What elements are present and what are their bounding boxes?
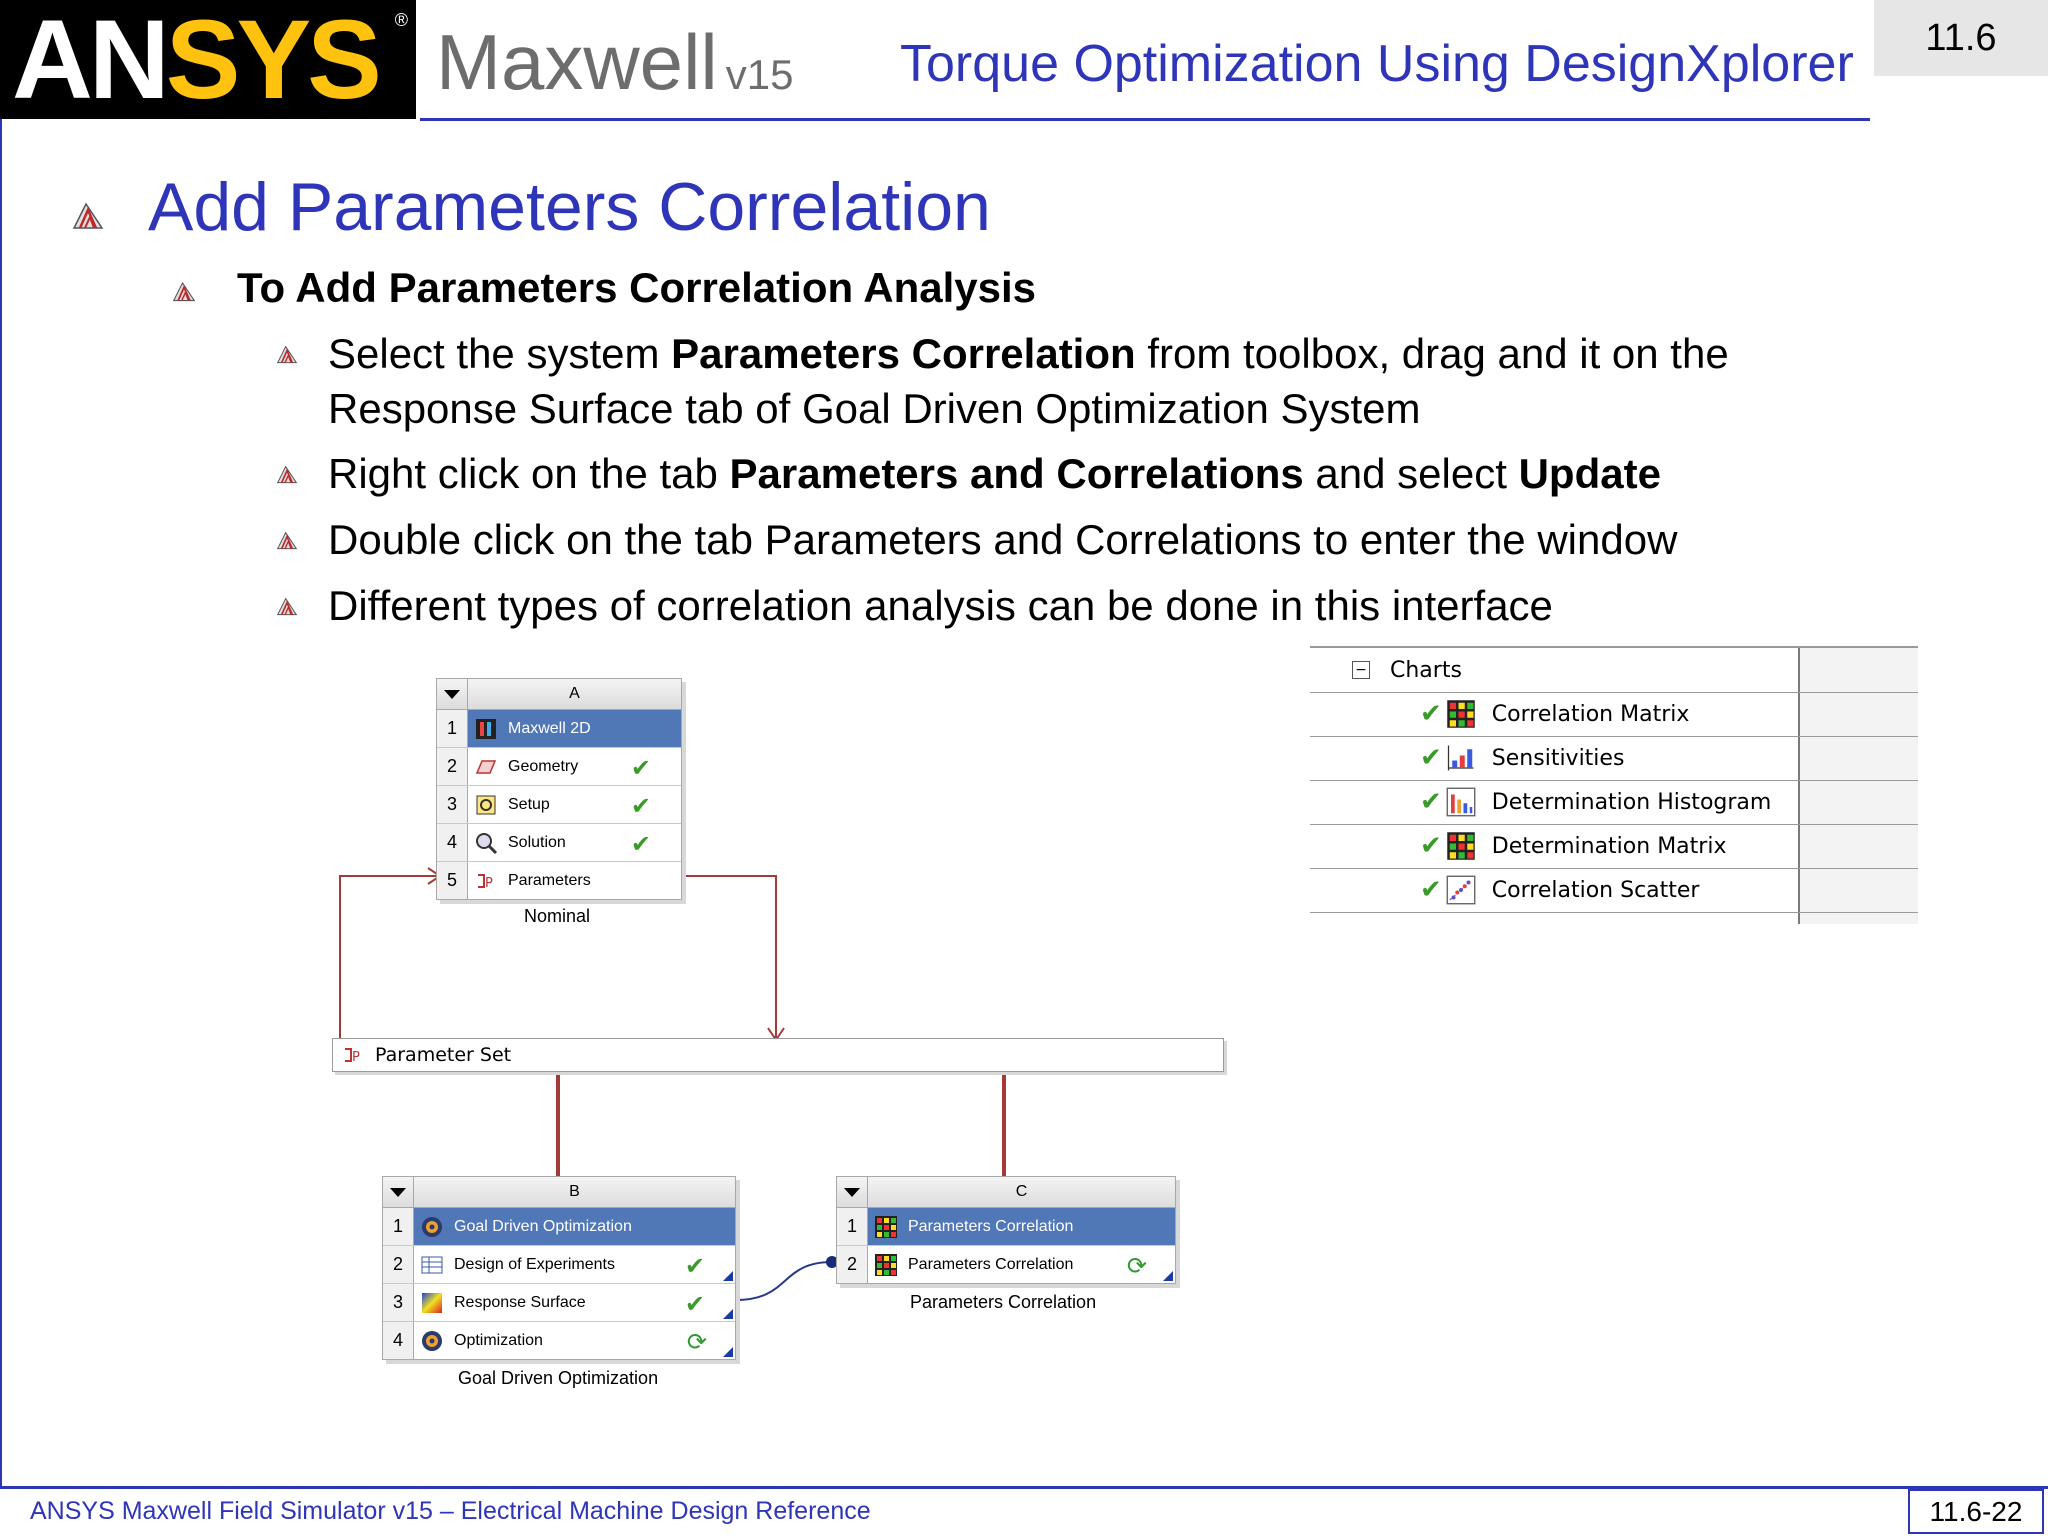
chart-item-sensitivities[interactable]: ✔ Sensitivities (1310, 736, 1918, 781)
bullet-item-1-line2: Response Surface tab of Goal Driven Optimization System (328, 385, 1421, 432)
update-required-icon: ⟳ (686, 1329, 707, 1356)
registered-mark: ® (394, 10, 408, 30)
product-name: Maxwell v15 (436, 18, 794, 106)
svg-text:P: P (485, 875, 493, 891)
corner-marker-icon (723, 1347, 733, 1357)
system-letter: A (569, 685, 580, 702)
footer-divider (0, 1486, 2048, 1489)
system-c-parameters-correlation[interactable] (836, 1176, 1176, 1284)
bullet-item-1-line1: Select the system Parameters Correlation from toolbox, drag and it on the (328, 330, 1729, 377)
system-letter: C (1015, 1183, 1028, 1200)
check-icon: ✔ (1420, 743, 1442, 773)
corner-marker-icon (723, 1271, 733, 1281)
system-a-header (437, 679, 681, 710)
system-a-caption[interactable]: Nominal (524, 906, 591, 926)
histogram-icon (1446, 787, 1476, 817)
slide-subheading: To Add Parameters Correlation Analysis (237, 264, 1037, 311)
system-c-header (837, 1177, 1175, 1208)
cell-design-of-experiments[interactable]: 2 Design of Experiments ✔ (383, 1246, 735, 1284)
parameters-icon (474, 869, 498, 893)
corner-marker-icon (723, 1309, 733, 1319)
check-icon: ✔ (1420, 787, 1442, 817)
check-icon: ✔ (1420, 699, 1442, 729)
collapse-icon[interactable]: − (1352, 661, 1370, 679)
correlation-matrix-icon (874, 1215, 898, 1239)
link-parameters-to-set-right (682, 876, 776, 1038)
bullet-item-4: Different types of correlation analysis can be done in this interface (328, 582, 1553, 629)
up-to-date-check-icon: ✔ (630, 793, 651, 820)
response-surface-icon (420, 1291, 444, 1315)
cell-maxwell-2d[interactable]: 1 Maxwell 2D (437, 710, 681, 748)
footer-text: ANSYS Maxwell Field Simulator v15 – Electrical Machine Design Reference (30, 1497, 871, 1525)
bullet-item-2: Right click on the tab Parameters and Correlations and select Update (328, 450, 1661, 497)
chapter-number: 11.6 (1874, 0, 2048, 76)
solution-icon (474, 831, 498, 855)
cell-setup[interactable]: 3 Setup ✔ (437, 786, 681, 824)
determination-matrix-icon (1446, 831, 1476, 861)
geometry-icon (474, 755, 498, 779)
cell-optimization[interactable]: 4 Optimization ⟳ (383, 1322, 735, 1359)
check-icon: ✔ (1420, 831, 1442, 861)
parameter-set-bar[interactable] (332, 1038, 1224, 1072)
scatter-icon (1446, 875, 1476, 905)
up-to-date-check-icon: ✔ (684, 1253, 705, 1280)
link-response-surface-to-c (736, 1262, 832, 1300)
cell-parameters-correlation[interactable]: 2 Parameters Correlation ⟳ (837, 1246, 1175, 1283)
maxwell-icon (474, 717, 498, 741)
parameter-set-icon (341, 1043, 365, 1067)
correlation-matrix-icon (874, 1253, 898, 1277)
parameter-set-label: Parameter Set (375, 1044, 512, 1066)
system-letter: B (569, 1183, 580, 1200)
page-number: 11.6-22 (1908, 1489, 2044, 1534)
system-b-goal-driven-optimization[interactable] (382, 1176, 736, 1360)
system-a-maxwell-2d[interactable] (436, 678, 682, 900)
cell-parameters[interactable]: 5 P Parameters (437, 862, 681, 899)
check-icon: ✔ (1420, 875, 1442, 905)
charts-tree-panel (1310, 646, 1918, 924)
product-version: v15 (725, 51, 794, 98)
chart-item-correlation-matrix[interactable]: ✔ Correlation Matrix (1310, 692, 1918, 737)
cell-geometry[interactable]: 2 Geometry ✔ (437, 748, 681, 786)
corner-marker-icon (1163, 1271, 1173, 1281)
link-parameters-to-set-left (340, 876, 438, 1040)
cell-solution[interactable]: 4 Solution ✔ (437, 824, 681, 862)
cell-goal-driven-optimization[interactable]: 1 Goal Driven Optimization (383, 1208, 735, 1246)
bullet-item-3: Double click on the tab Parameters and Correlations to enter the window (328, 516, 1678, 563)
chart-item-determination-histogram[interactable]: ✔ Determination Histogram (1310, 780, 1918, 825)
system-b-header (383, 1177, 735, 1208)
setup-icon (474, 793, 498, 817)
slide-section-title: Torque Optimization Using DesignXplorer (900, 35, 1854, 93)
up-to-date-check-icon: ✔ (684, 1291, 705, 1318)
chart-item-determination-matrix[interactable]: ✔ Determination Matrix (1310, 824, 1918, 869)
cell-parameters-correlation-system[interactable]: 1 Parameters Correlation (837, 1208, 1175, 1246)
system-menu-arrow-icon[interactable] (844, 1188, 860, 1197)
system-b-caption[interactable]: Goal Driven Optimization (458, 1368, 659, 1388)
target-icon (420, 1215, 444, 1239)
system-menu-arrow-icon[interactable] (444, 690, 460, 699)
slide-heading: Add Parameters Correlation (148, 169, 991, 245)
up-to-date-check-icon: ✔ (630, 831, 651, 858)
up-to-date-check-icon: ✔ (630, 755, 651, 782)
chart-item-correlation-scatter[interactable]: ✔ Correlation Scatter (1310, 868, 1918, 913)
table-icon (420, 1253, 444, 1277)
logo-text: ANSYS (12, 0, 378, 122)
charts-group-row[interactable]: − Charts (1310, 648, 1918, 693)
correlation-matrix-icon (1446, 699, 1476, 729)
system-menu-arrow-icon[interactable] (390, 1188, 406, 1197)
svg-text:P: P (352, 1050, 360, 1065)
update-required-icon: ⟳ (1126, 1253, 1147, 1280)
sensitivities-bar-icon (1446, 743, 1476, 773)
cell-response-surface[interactable]: 3 Response Surface ✔ (383, 1284, 735, 1322)
system-c-caption[interactable]: Parameters Correlation (910, 1292, 1097, 1312)
target-icon (420, 1329, 444, 1353)
